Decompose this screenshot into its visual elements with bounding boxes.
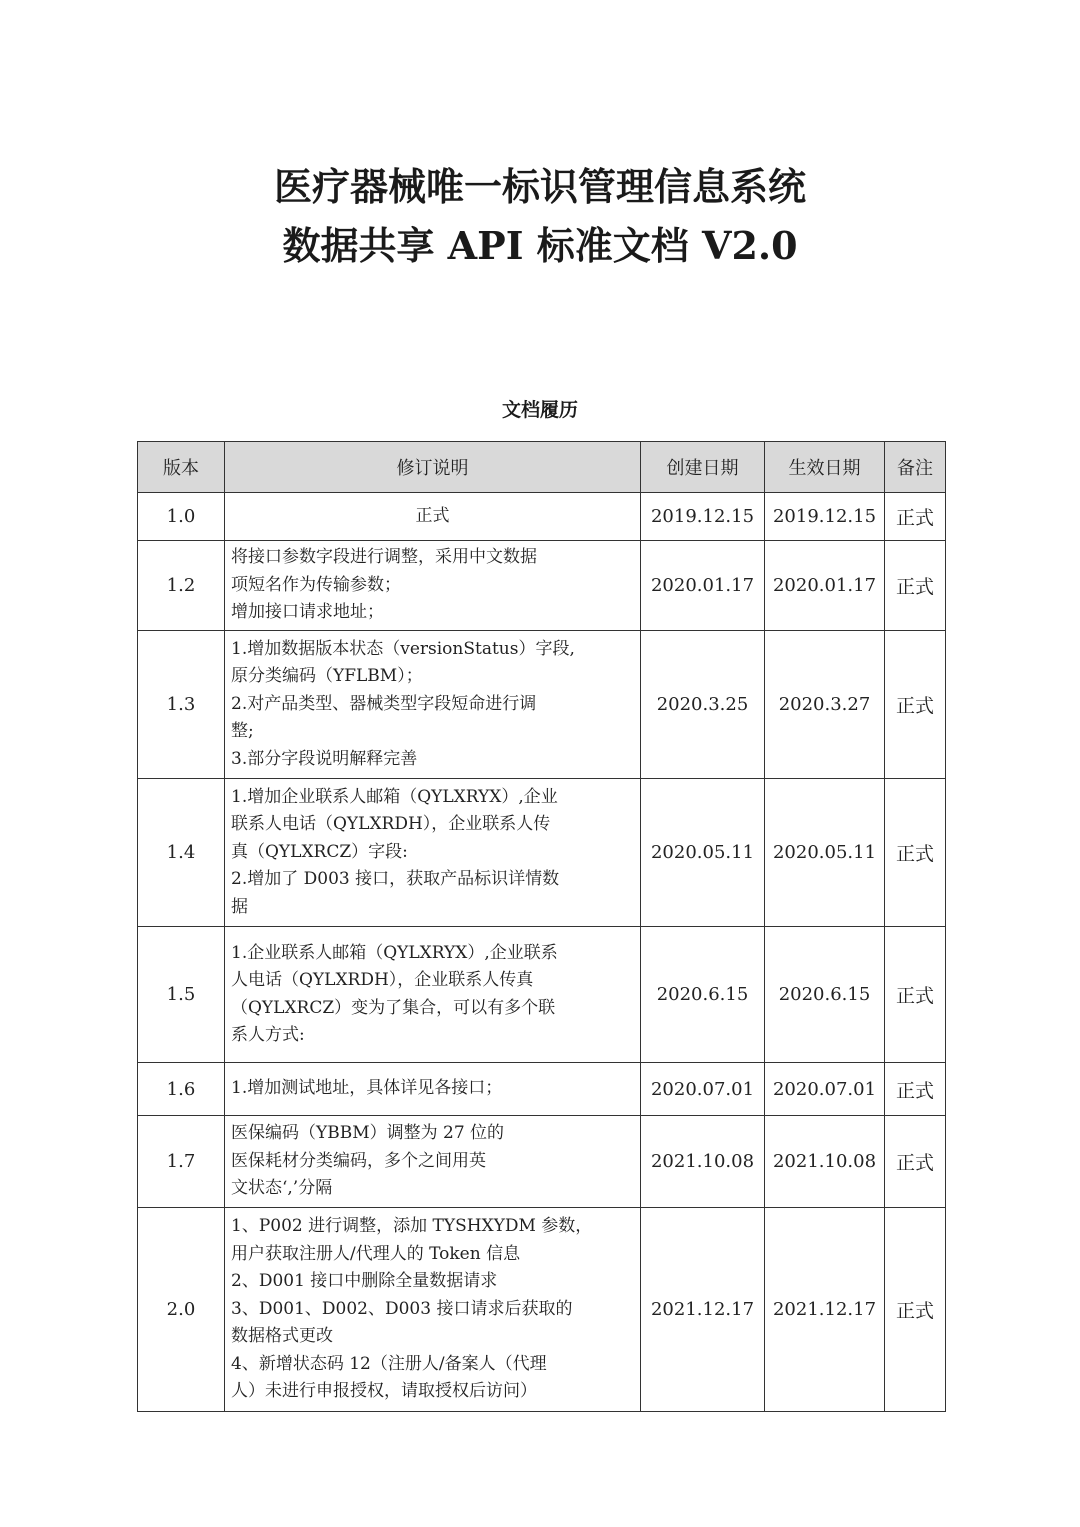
description-line: 将接口参数字段进行调整，采用中文数据 (231, 547, 537, 568)
note-cell: 正式 (885, 631, 946, 779)
description-cell (225, 541, 641, 631)
description-line: 据 (231, 896, 248, 917)
effective-date-cell: 2020.6.15 (765, 927, 885, 1063)
description-cell (225, 1116, 641, 1208)
version-cell: 1.5 (138, 927, 225, 1063)
description-line: 1、P002 进行调整，添加 TYSHXYDM 参数， (231, 1216, 593, 1237)
created-date-cell: 2021.10.08 (641, 1116, 765, 1208)
document-title-line2: 数据共享 API 标准文档 V2.0 (282, 223, 798, 268)
table-row (138, 779, 946, 927)
description-line: 2、D001 接口中删除全量数据请求 (231, 1271, 498, 1292)
table-header-row (138, 442, 946, 493)
note-cell: 正式 (885, 779, 946, 927)
column-header-description: 修订说明 (225, 442, 641, 493)
description-line: 1.增加数据版本状态（versionStatus）字段, (231, 638, 575, 659)
table-row (138, 1116, 946, 1208)
effective-date-cell: 2020.01.17 (765, 541, 885, 631)
table-row (138, 1208, 946, 1412)
description-line: 1.增加测试地址，具体详见各接口； (231, 1078, 503, 1099)
note-cell: 正式 (885, 493, 946, 541)
note-cell: 正式 (885, 1208, 946, 1412)
created-date-cell: 2020.05.11 (641, 779, 765, 927)
description-line: 2.增加了 D003 接口，获取产品标识详情数 (231, 869, 560, 890)
description-line: 系人方式: (231, 1025, 305, 1045)
description-line: 文状态‘,’分隔 (231, 1178, 333, 1199)
effective-date-cell: 2020.3.27 (765, 631, 885, 779)
description-line: 1.增加企业联系人邮箱（QYLXRYX）,企业 (231, 786, 558, 807)
created-date-cell: 2020.01.17 (641, 541, 765, 631)
note-cell: 正式 (885, 927, 946, 1063)
note-cell: 正式 (885, 1063, 946, 1116)
version-cell: 1.4 (138, 779, 225, 927)
description-line: 人电话（QYLXRDH），企业联系人传真 (231, 970, 534, 990)
description-cell (225, 927, 641, 1063)
table-row (138, 927, 946, 1063)
description-cell (225, 1063, 641, 1116)
version-cell: 1.3 (138, 631, 225, 779)
note-cell: 正式 (885, 541, 946, 631)
revision-history-heading: 文档履历 (501, 399, 578, 421)
description-line: 数据格式更改 (231, 1326, 333, 1347)
description-line: （QYLXRCZ）变为了集合，可以有多个联 (231, 997, 556, 1018)
column-header-created-date: 创建日期 (641, 442, 765, 493)
table-row (138, 1063, 946, 1116)
created-date-cell: 2021.12.17 (641, 1208, 765, 1412)
description-line: 原分类编码（YFLBM）； (231, 666, 423, 687)
description-line: 医保编码（YBBM）调整为 27 位的 (231, 1123, 505, 1144)
effective-date-cell: 2020.05.11 (765, 779, 885, 927)
description-cell (225, 1208, 641, 1412)
note-cell: 正式 (885, 1116, 946, 1208)
created-date-cell: 2020.3.25 (641, 631, 765, 779)
description-line: 正式 (415, 505, 450, 526)
description-line: 人）未进行申报授权，请取授权后访问） (231, 1381, 537, 1402)
description-line: 医保耗材分类编码，多个之间用英 (231, 1150, 486, 1171)
column-header-version: 版本 (138, 442, 225, 493)
description-line: 3、D001、D002、D003 接口请求后获取的 (231, 1298, 573, 1319)
created-date-cell: 2019.12.15 (641, 493, 765, 541)
version-cell: 1.6 (138, 1063, 225, 1116)
version-cell: 1.0 (138, 493, 225, 541)
document-title-line1: 医疗器械唯一标识管理信息系统 (273, 164, 806, 209)
version-cell: 1.7 (138, 1116, 225, 1208)
description-line: 项短名作为传输参数； (231, 574, 401, 595)
description-cell (225, 779, 641, 927)
description-line: 用户获取注册人/代理人的 Token 信息 (231, 1243, 521, 1264)
table-row (138, 541, 946, 631)
description-line: 联系人电话（QYLXRDH），企业联系人传 (231, 814, 551, 835)
effective-date-cell: 2021.12.17 (765, 1208, 885, 1412)
description-line: 2.对产品类型、器械类型字段短命进行调 (231, 693, 537, 714)
revision-history-table (137, 441, 946, 1412)
created-date-cell: 2020.07.01 (641, 1063, 765, 1116)
description-cell (225, 631, 641, 779)
column-header-effective-date: 生效日期 (765, 442, 885, 493)
description-cell (225, 493, 641, 541)
description-line: 3.部分字段说明解释完善 (231, 748, 418, 769)
description-line: 1.企业联系人邮箱（QYLXRYX）,企业联系 (231, 942, 558, 963)
description-line: 增加接口请求地址； (231, 602, 384, 623)
effective-date-cell: 2019.12.15 (765, 493, 885, 541)
description-line: 4、新增状态码 12（注册人/备案人（代理 (231, 1353, 547, 1374)
description-line: 真（QYLXRCZ）字段: (231, 841, 408, 862)
table-row (138, 493, 946, 541)
version-cell: 1.2 (138, 541, 225, 631)
description-line: 整; (231, 721, 254, 742)
created-date-cell: 2020.6.15 (641, 927, 765, 1063)
version-cell: 2.0 (138, 1208, 225, 1412)
effective-date-cell: 2021.10.08 (765, 1116, 885, 1208)
effective-date-cell: 2020.07.01 (765, 1063, 885, 1116)
table-row (138, 631, 946, 779)
column-header-note: 备注 (885, 442, 946, 493)
